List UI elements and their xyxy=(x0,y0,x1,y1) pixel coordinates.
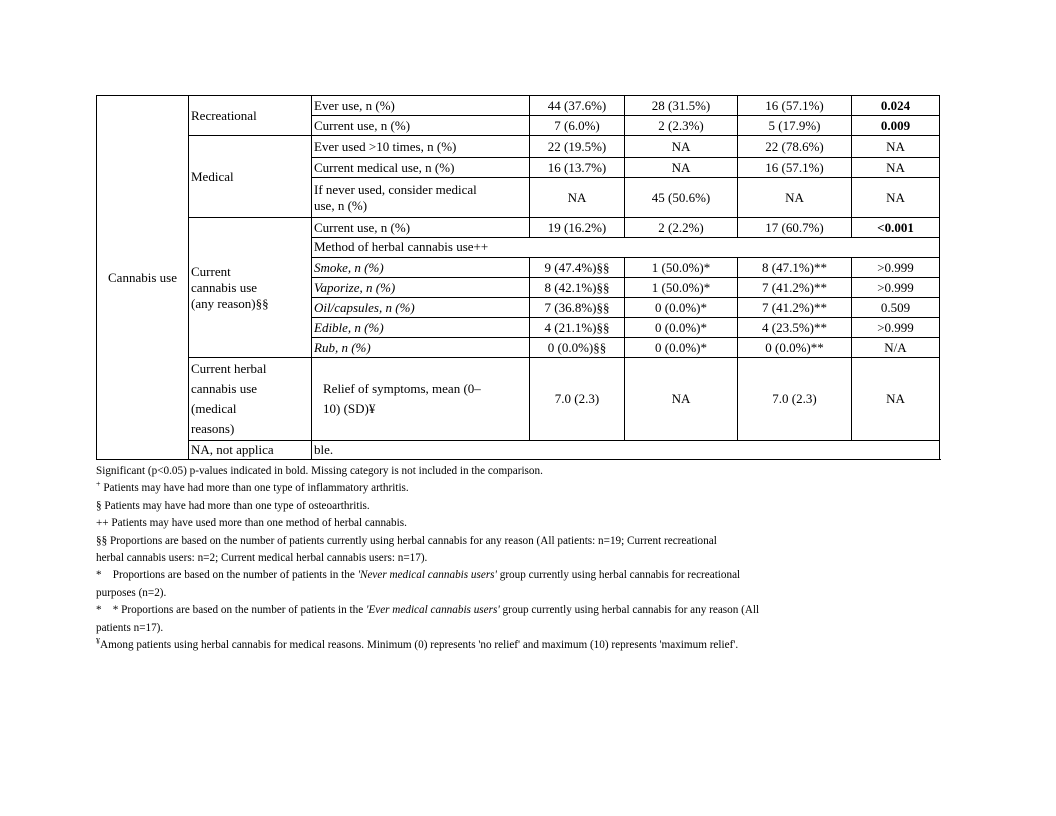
row-label: Current use, n (%) xyxy=(312,116,530,136)
cell-p-value: NA xyxy=(852,178,940,218)
row-label: Current use, n (%) xyxy=(312,218,530,238)
method-label: Vaporize, n (%) xyxy=(312,278,530,298)
section-label-line: (any reason)§§ xyxy=(191,295,269,311)
table-row xyxy=(97,136,940,158)
table-footer-row xyxy=(97,441,940,460)
note-inflammatory xyxy=(96,480,939,497)
cell-ever: 7.0 (2.3) xyxy=(738,358,852,441)
table-row xyxy=(97,218,940,238)
method-label: Smoke, n (%) xyxy=(312,258,530,278)
table-notes xyxy=(96,463,939,654)
section-label-current-any xyxy=(189,218,312,358)
cell-all: 9 (47.4%)§§ xyxy=(530,258,625,278)
cell-never: 2 (2.2%) xyxy=(625,218,738,238)
note-never-users-cont: purposes (n=2). xyxy=(96,586,167,599)
note-proportions-any: §§ Proportions are based on the number of patients currently using herbal cannabis for any reason (All patients: n=19; Current recreational xyxy=(96,534,717,547)
footer-cell-part2: ble. xyxy=(312,441,940,460)
cell-p-value: NA xyxy=(852,158,940,178)
note-mark: + xyxy=(96,479,101,489)
cell-all: 44 (37.6%) xyxy=(530,96,625,116)
section-label-line: cannabis use xyxy=(191,381,258,396)
cannabis-use-group-cell xyxy=(97,96,189,460)
cell-ever: NA xyxy=(738,178,852,218)
cell-never: NA xyxy=(625,358,738,441)
cell-p-value: >0.999 xyxy=(852,278,940,298)
cell-never: NA xyxy=(625,158,738,178)
cell-p-value: 0.024 xyxy=(852,96,940,116)
cell-never: NA xyxy=(625,136,738,158)
cell-all: 4 (21.1%)§§ xyxy=(530,318,625,338)
row-label xyxy=(312,358,530,441)
section-label-current-herbal-medical xyxy=(189,358,312,441)
section-label-line: (medical xyxy=(191,401,237,416)
method-header: Method of herbal cannabis use++ xyxy=(312,238,940,258)
note-never-users xyxy=(96,567,939,584)
method-label: Rub, n (%) xyxy=(312,338,530,358)
cell-all: 7 (6.0%) xyxy=(530,116,625,136)
note-ever-users xyxy=(96,602,939,619)
note-text: Patients may have had more than one type of inflammatory arthritis. xyxy=(100,482,409,495)
cell-p-value: NA xyxy=(852,358,940,441)
row-label: Ever use, n (%) xyxy=(312,96,530,116)
footer-cell-part1: NA, not applica xyxy=(189,441,312,460)
method-label: Edible, n (%) xyxy=(312,318,530,338)
results-table xyxy=(96,95,940,460)
note-text: * * Proportions are based on the number of patients in the xyxy=(96,604,366,617)
document-page xyxy=(96,95,939,654)
cell-ever: 16 (57.1%) xyxy=(738,96,852,116)
cell-never: 0 (0.0%)* xyxy=(625,298,738,318)
note-mark: ¥ xyxy=(96,636,100,646)
group-label: Cannabis use xyxy=(108,269,177,285)
table-row xyxy=(97,96,940,116)
row-label-line: Relief of symptoms, mean (0‒ xyxy=(323,381,481,396)
section-label-line: Current herbal xyxy=(191,361,267,376)
cell-all: 19 (16.2%) xyxy=(530,218,625,238)
note-relief xyxy=(96,637,939,654)
cell-ever: 8 (47.1%)** xyxy=(738,258,852,278)
cell-ever: 7 (41.2%)** xyxy=(738,278,852,298)
section-label-recreational: Recreational xyxy=(189,96,312,136)
cell-ever: 16 (57.1%) xyxy=(738,158,852,178)
cell-all: 8 (42.1%)§§ xyxy=(530,278,625,298)
cell-p-value: 0.509 xyxy=(852,298,940,318)
note-emphasis: 'Never medical cannabis users' xyxy=(357,569,497,582)
cell-ever: 0 (0.0%)** xyxy=(738,338,852,358)
section-label-line: cannabis use xyxy=(191,279,258,295)
cell-never: 2 (2.3%) xyxy=(625,116,738,136)
section-label-line: Current xyxy=(191,263,231,279)
cell-ever: 5 (17.9%) xyxy=(738,116,852,136)
note-ever-users-cont: patients n=17). xyxy=(96,621,164,634)
cell-all: 16 (13.7%) xyxy=(530,158,625,178)
cell-never: 28 (31.5%) xyxy=(625,96,738,116)
cell-ever: 22 (78.6%) xyxy=(738,136,852,158)
cell-ever: 4 (23.5%)** xyxy=(738,318,852,338)
cell-never: 1 (50.0%)* xyxy=(625,258,738,278)
cell-never: 0 (0.0%)* xyxy=(625,338,738,358)
table-row xyxy=(97,358,940,441)
cell-p-value: NA xyxy=(852,136,940,158)
cell-all: 0 (0.0%)§§ xyxy=(530,338,625,358)
row-label: Current medical use, n (%) xyxy=(312,158,530,178)
note-proportions-any-cont: herbal cannabis users: n=2; Current medical herbal cannabis users: n=17). xyxy=(96,552,428,565)
cell-p-value: N/A xyxy=(852,338,940,358)
section-label-medical: Medical xyxy=(189,136,312,218)
row-label-line: 10) (SD)¥ xyxy=(323,401,376,416)
note-osteoarthritis: § Patients may have had more than one type of osteoarthritis. xyxy=(96,499,370,512)
cell-all: 7 (36.8%)§§ xyxy=(530,298,625,318)
note-significance: Significant (p<0.05) p-values indicated in bold. Missing category is not included in the comparison. xyxy=(96,465,543,477)
row-label-line: use, n (%) xyxy=(314,197,368,213)
cell-p-value: <0.001 xyxy=(852,218,940,238)
cell-p-value: >0.999 xyxy=(852,318,940,338)
cell-ever: 7 (41.2%)** xyxy=(738,298,852,318)
note-methods: ++ Patients may have used more than one method of herbal cannabis. xyxy=(96,517,407,530)
method-label: Oil/capsules, n (%) xyxy=(312,298,530,318)
cell-all: 22 (19.5%) xyxy=(530,136,625,158)
row-label-line: If never used, consider medical xyxy=(314,181,477,197)
cell-never: 45 (50.6%) xyxy=(625,178,738,218)
note-text: group currently using herbal cannabis for any reason (All xyxy=(499,604,760,617)
cell-never: 0 (0.0%)* xyxy=(625,318,738,338)
note-emphasis: 'Ever medical cannabis users' xyxy=(366,604,500,617)
row-label xyxy=(312,178,530,218)
note-text: Among patients using herbal cannabis for medical reasons. Minimum (0) represents 'no relief' and maximum (10) represents 'maximum relief'. xyxy=(100,639,739,652)
cell-all: 7.0 (2.3) xyxy=(530,358,625,441)
section-label-line: reasons) xyxy=(191,421,235,436)
row-label: Ever used >10 times, n (%) xyxy=(312,136,530,158)
note-text: group currently using herbal cannabis for recreational xyxy=(496,569,741,582)
cell-p-value: 0.009 xyxy=(852,116,940,136)
cell-p-value: >0.999 xyxy=(852,258,940,278)
note-text: * Proportions are based on the number of patients in the xyxy=(96,569,358,582)
cell-never: 1 (50.0%)* xyxy=(625,278,738,298)
cell-all: NA xyxy=(530,178,625,218)
cell-ever: 17 (60.7%) xyxy=(738,218,852,238)
